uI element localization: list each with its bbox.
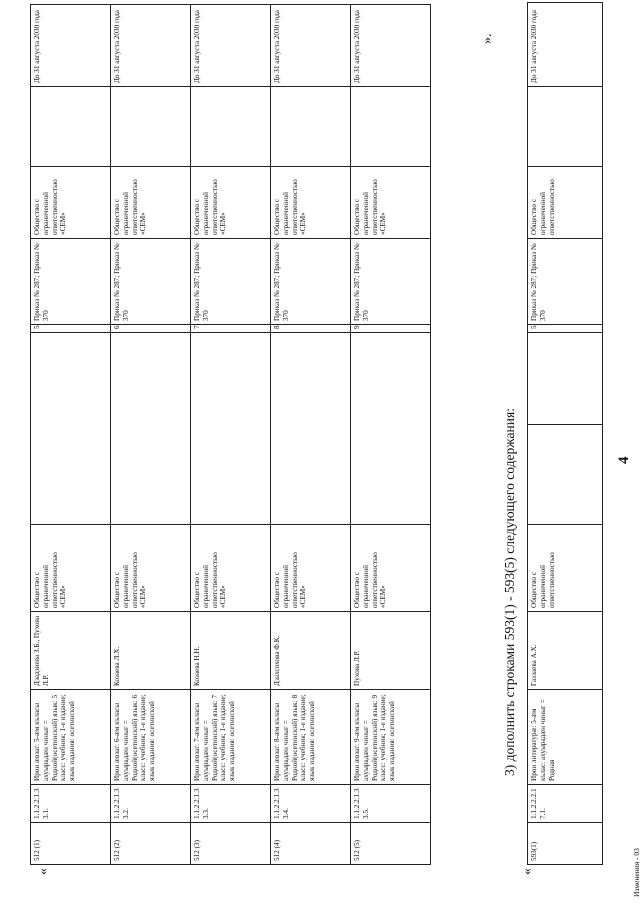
cell-empty2 (528, 87, 603, 167)
cell-owner: Общество с ограниченной ответственностью «СЕМ» (271, 167, 351, 239)
cell-code: 1.1.2.2.1.33.1. (31, 785, 111, 823)
cell-authors: Козаева Н.Н. (191, 612, 271, 690)
textbook-table-addition (527, 2, 603, 865)
cell-date: До 31 августа 2030 года (351, 5, 431, 87)
cell-empty (191, 333, 271, 525)
cell-num: 512 (1) (31, 823, 111, 865)
cell-num: 512 (4) (271, 823, 351, 865)
page-number: 4 (616, 456, 632, 464)
cell-order-no: 7 (191, 325, 271, 333)
cell-order-no: 9 (351, 325, 431, 333)
cell-owner: Общество с ограниченной ответственностью «СЕМ» (351, 167, 431, 239)
cell-empty (351, 333, 431, 525)
cell-date: До 31 августа 2030 года (191, 5, 271, 87)
cell-publisher: Общество с ограниченной ответственностью «СЕМ» (351, 525, 431, 612)
cell-empty (351, 87, 431, 167)
cell-num: 512 (3) (191, 823, 271, 865)
cell-empty (271, 87, 351, 167)
cell-empty1 (528, 425, 603, 525)
cell-date: До 31 августа 2030 года (271, 5, 351, 87)
open-quote-bottom: « (520, 868, 535, 875)
cell-title: Ирон æвзаг: 5-æм къласы ахуырадæн чиныг = Родной(осетинский) язык: 5 класс: учебник; 1-е издание; язык издания: осетинский (31, 690, 111, 785)
close-quote-end: ». (480, 33, 495, 44)
cell-title: Ирон литературæ: 5-æм кълас: ахуырадæн чиныг = Родная (528, 690, 603, 785)
cell-owner: Общество с ограниченной ответственностью «СЕМ» (111, 167, 191, 239)
cell-num: 512 (2) (111, 823, 191, 865)
cell-authors: Дзадзиева З.Б., Пухова Л.Р. (31, 612, 111, 690)
cell-publisher: Общество с ограниченной ответственностью «СЕМ» (111, 525, 191, 612)
cell-code: 1.1.2.2.1.33.5. (351, 785, 431, 823)
cell-code: 1.1.2.2.1.33.2. (111, 785, 191, 823)
cell-authors: Козаева Л.Х. (111, 612, 191, 690)
cell-order-no: 6 (111, 325, 191, 333)
cell-order: Приказ № 287; Приказ № 370 (528, 239, 603, 325)
cell-owner: Общество с ограниченной ответственностью (528, 167, 603, 239)
cell-order: Приказ № 287; Приказ № 370 (191, 239, 271, 325)
footer-note: Изменения - 03 (632, 848, 641, 897)
cell-title: Ирон æвзаг: 9-æм къласы ахуырадæн чиныг = Родной(осетинский) язык: 9 класс: учебник; 1-е издание; язык издания: осетинский (351, 690, 431, 785)
cell-order-no: 5 (528, 325, 603, 333)
cell-empty (191, 87, 271, 167)
cell-order: Приказ № 287; Приказ № 370 (351, 239, 431, 325)
cell-title: Ирон æвзаг: 8-æм къласы ахуырадæн чиныг = Родной(осетинский) язык: 8 класс: учебник; 1-е издание; язык издания: осетинский (271, 690, 351, 785)
cell-empty (271, 333, 351, 525)
cell-empty (31, 87, 111, 167)
cell-title: Ирон æвзаг: 7-æм къласы ахуырадæн чиныг = Родной(осетинский) язык: 7 класс: учебник; 1-е издание; язык издания: осетинский (191, 690, 271, 785)
section-heading: 3) дополнить строками 593(1) - 593(5) следующего содержания: (502, 408, 517, 776)
cell-title: Ирон æвзаг: 6-æм къласы ахуырадæн чиныг = Родной(осетинский) язык: 6 класс: учебник; 1-е издание; язык издания: осетинский (111, 690, 191, 785)
table-row (528, 3, 603, 865)
cell-publisher: Общество с ограниченной ответственностью (528, 525, 603, 612)
cell-order: Приказ № 287; Приказ № 370 (111, 239, 191, 325)
cell-publisher: Общество с ограниченной ответственностью «СЕМ» (191, 525, 271, 612)
cell-code: 1.1.2.2.2.17.1. (528, 785, 603, 823)
table-row (111, 5, 191, 865)
cell-empty2 (528, 333, 603, 425)
cell-empty (111, 333, 191, 525)
table-row (31, 5, 111, 865)
cell-publisher: Общество с ограниченной ответственностью «СЕМ» (271, 525, 351, 612)
cell-order: Приказ № 287; Приказ № 370 (31, 239, 111, 325)
cell-date: До 31 августа 2030 года (111, 5, 191, 87)
cell-num: 593(1) (528, 823, 603, 865)
cell-order-no: 5 (31, 325, 111, 333)
cell-empty (31, 333, 111, 525)
cell-owner: Общество с ограниченной ответственностью «СЕМ» (191, 167, 271, 239)
cell-date: До 31 августа 2030 года (528, 3, 603, 87)
cell-authors: Пухова Л.Р. (351, 612, 431, 690)
open-quote-top: « (36, 868, 51, 875)
cell-empty (111, 87, 191, 167)
cell-authors: Газзаева А.Х. (528, 612, 603, 690)
textbook-table (30, 4, 431, 865)
cell-authors: Дзахсохова Ф.К. (271, 612, 351, 690)
cell-publisher: Общество с ограниченной ответственностью «СЕМ» (31, 525, 111, 612)
cell-num: 512 (5) (351, 823, 431, 865)
cell-order: Приказ № 287; Приказ № 370 (271, 239, 351, 325)
table-row (271, 5, 351, 865)
cell-code: 1.1.2.2.1.33.3. (191, 785, 271, 823)
cell-code: 1.1.2.2.1.33.4. (271, 785, 351, 823)
cell-date: До 31 августа 2030 года (31, 5, 111, 87)
cell-owner: Общество с ограниченной ответственностью «СЕМ» (31, 167, 111, 239)
table-row (351, 5, 431, 865)
cell-order-no: 8 (271, 325, 351, 333)
table-row (191, 5, 271, 865)
